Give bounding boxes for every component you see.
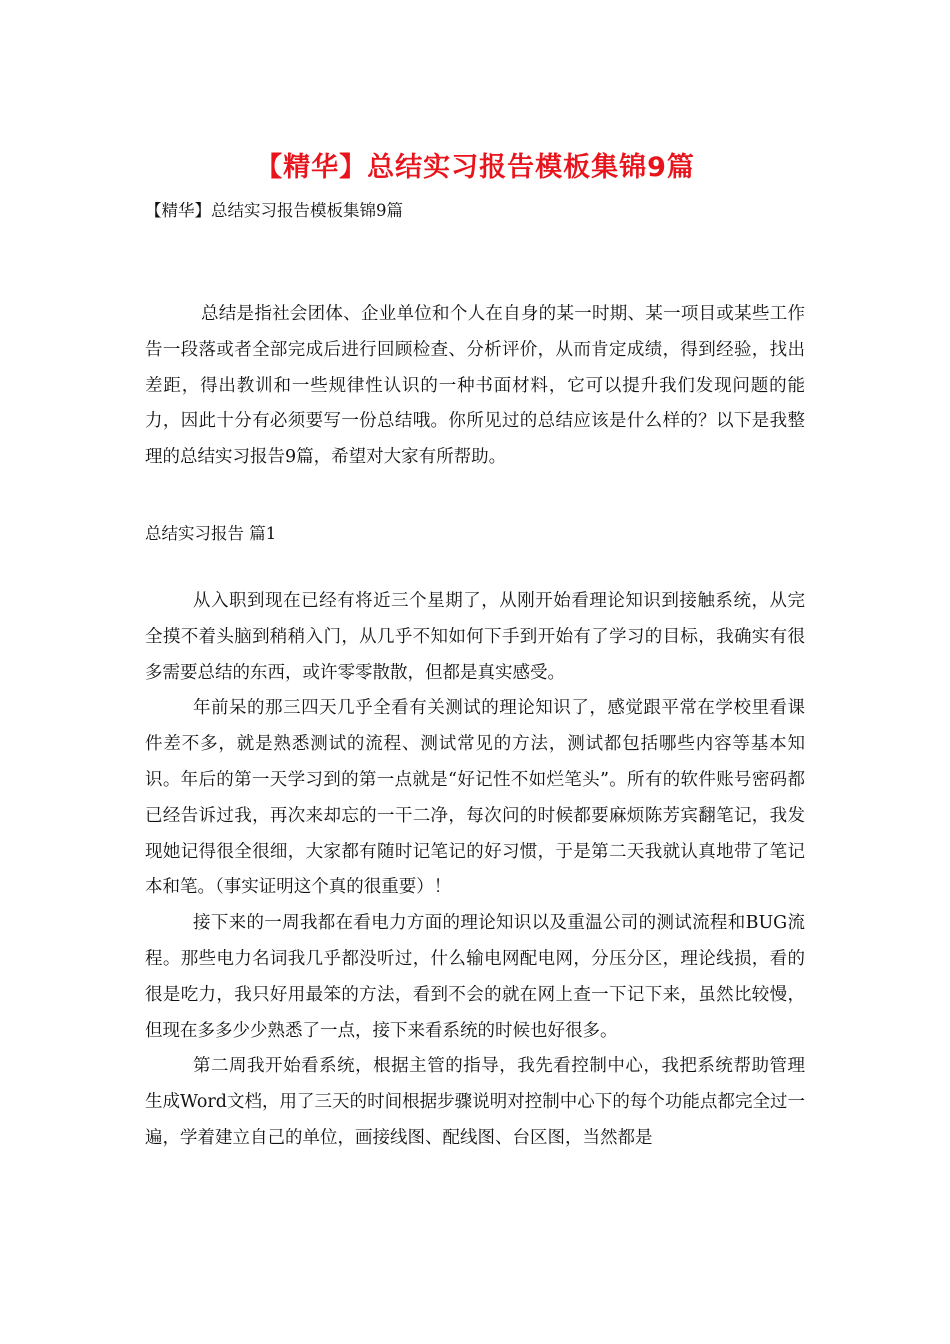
body-paragraph-3: 接下来的一周我都在看电力方面的理论知识以及重温公司的测试流程和BUG流程。那些电力名词我几乎都没听过，什么输电网配电网，分压分区，理论线损，看的很是吃力，我只好用最笨的方法，看到不会的就在网上查一下记下来，虽然比较慢，但现在多多少少熟悉了一点，接下来看系统的时候也好很多。 bbox=[145, 913, 805, 1041]
body-paragraph-2: 年前呆的那三四天几乎全看有关测试的理论知识了，感觉跟平常在学校里看课件差不多，就是熟悉测试的流程、测试常见的方法，测试都包括哪些内容等基本知识。年后的第一天学习到的第一点就是“好记性不如烂笔头”。所有的软件账号密码都已经告诉过我，再次来却忘的一干二净，每次问的时候都要麻烦陈芳宾翻笔记，我发现她记得很全很细，大家都有随时记笔记的好习惯，于是第二天我就认真地带了笔记本和笔。（事实证明这个真的很重要）！ bbox=[145, 698, 805, 898]
body-paragraph-4: 第二周我开始看系统，根据主管的指导，我先看控制中心，我把系统帮助管理生成Word文档，用了三天的时间根据步骤说明对控制中心下的每个功能点都完全过一遍，学着建立自己的单位，画接线图、配线图、台区图，当然都是 bbox=[145, 1056, 805, 1148]
document-subtitle: 【精华】总结实习报告模板集锦9篇 bbox=[145, 201, 403, 220]
section-heading: 总结实习报告 篇1 bbox=[145, 524, 277, 543]
intro-paragraph: 总结是指社会团体、企业单位和个人在自身的某一时期、某一项目或某些工作告一段落或者全部完成后进行回顾检查、分析评价，从而肯定成绩，得到经验，找出差距，得出教训和一些规律性认识的一种书面材料，它可以提升我们发现问题的能力，因此十分有必须要写一份总结哦。你所见过的总结应该是什么样的？以下是我整理的总结实习报告9篇，希望对大家有所帮助。 bbox=[145, 304, 805, 468]
section-body bbox=[145, 584, 805, 1157]
document-title: 【精华】总结实习报告模板集锦9篇 bbox=[255, 152, 695, 183]
body-paragraph-1: 从入职到现在已经有将近三个星期了，从刚开始看理论知识到接触系统，从完全摸不着头脑到稍稍入门，从几乎不知如何下手到开始有了学习的目标，我确实有很多需要总结的东西，或许零零散散，但都是真实感受。 bbox=[145, 591, 805, 683]
